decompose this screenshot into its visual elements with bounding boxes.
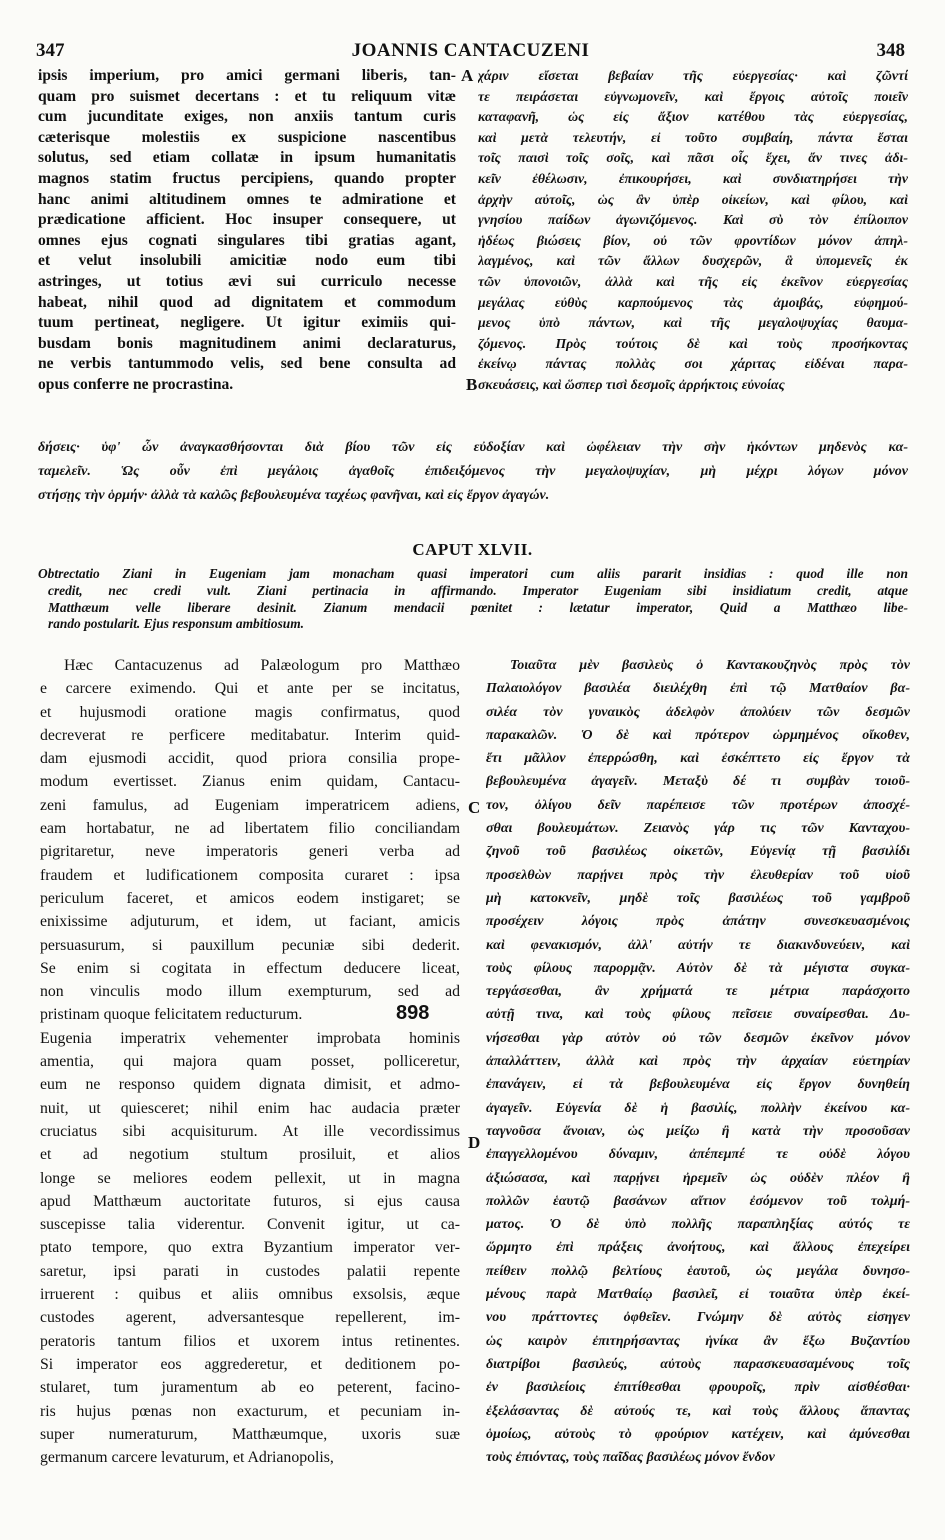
latin-main-line: cruciatus sibi acquisiturum. At ille vecordissimus xyxy=(40,1122,460,1140)
latin-main-line: fraudem et ludificationem composita curaret : ipsa xyxy=(40,866,460,884)
latin-main-line: dam ejusmodi accidit, quod priora consilia prope- xyxy=(40,750,460,768)
greek-main-line: ἐν βασιλείοις ἐπιτίθεσθαι φρουροῖς, πρὶν αἰσθέσθαι· xyxy=(486,1380,910,1396)
greek-top-line: ἡδέως βιώσεις βίον, οὐ τῶν φροντίδων μόνον ἀπηλ- xyxy=(478,232,908,248)
greek-main-line: προσέχειν λόγοις πρὸς ἀπάτην συνεσκευασμένοις xyxy=(486,914,910,930)
margin-marker-b: B xyxy=(466,375,478,394)
greek-top-line: γνησίου παίδων ἀγωνιζόμενος. Καὶ σὺ τὸν ἐπίλοιπον xyxy=(478,212,908,228)
greek-main-line: παρακαλῶν. Ὁ δὲ καὶ πρότερον ὡρμημένος οἴκοθεν, xyxy=(486,727,910,743)
greek-main-line: ταγνοῦσα ἄνοιαν, ὡς μείζω ἢ κατὰ τὴν προσοῦσαν xyxy=(486,1123,910,1139)
greek-main-line: τοὺς ἐπιόντας, τοὺς παῖδας βασιλέως μόνον ἔνδον xyxy=(486,1450,775,1466)
latin-main-line: periculum faceret, et amicos eodem instigaret; se xyxy=(40,889,460,907)
greek-top-line: κεῖν ἐθέλωσιν, ἐπικουρήσει, καὶ συνδιατηρήσει τὴν xyxy=(478,170,908,186)
latin-main-line: saretur, ipsi parati in custodes palatii repente xyxy=(40,1262,460,1280)
greek-main-line: ἀγαγεῖν. Εὐγενία δὲ ἡ βασιλίς, πολλὴν ἐκείνου κα- xyxy=(486,1100,910,1116)
latin-top-line: hanc animi altitudinem omnes te admiratione et xyxy=(38,190,456,208)
greek-top-line: ἀρχὴν αὐτοῖς, ὡς ἂν ὑπὲρ οἰκείων, καὶ φίλου, καὶ xyxy=(478,191,908,207)
greek-main-line: σθαι βουλευμάτων. Ζειανὸς γάρ τις τῶν Κανταχου- xyxy=(486,821,910,837)
latin-main-line: super numeraturum, Matthæumque, uxoris suæ xyxy=(40,1425,460,1443)
greek-main-line: ματος. Ὁ δὲ ὑπὸ πολλῆς παραπληξίας αὐτός τε xyxy=(486,1217,910,1233)
latin-top-line: astringes, ut totius ævi sui curriculo necesse xyxy=(38,272,456,290)
summary-line: rando postularit. Ejus responsum ambitiosum. xyxy=(48,616,304,632)
greek-top-line: τε πειράσεται εὐγνωμονεῖν, καὶ ἔργοις αὐτοῖς ποιεῖν xyxy=(478,88,908,104)
latin-main-line: Se enim si cogitata in effectum deducere liceat, xyxy=(40,959,460,977)
latin-top-line: ipsis imperium, pro amici germani liberis, tan- xyxy=(38,67,456,84)
latin-top-line: prædicatione afficient. Hoc insuper consequere, ut xyxy=(38,211,456,229)
page-number-left: 347 xyxy=(36,40,65,61)
greek-main-line: τεργάσεσθαι, ἂν χρήματά τε μέτρια παράσχοιτο xyxy=(486,984,910,1000)
summary-line: credit, nec credi vult. Ziani pertinacia in affirmando. Imperator Eugeniam sibi insidiatum credit, atque xyxy=(48,582,908,598)
greek-main-line: νου πράττοντες ὀφθεῖεν. Γνώμην δὲ αὐτὸς εἰσηγεν xyxy=(486,1310,910,1326)
margin-marker-a: A xyxy=(461,66,474,85)
latin-top-line: magnos statim fructus percipiens, quando propter xyxy=(38,169,456,187)
chapter-title: CAPUT XLVII. xyxy=(412,540,533,559)
latin-top-line: cæterisque molestiis ex suspicione nascentibus xyxy=(38,128,456,146)
greek-main-line: Τοιαῦτα μὲν βασιλεὺς ὁ Καντακουζηνὸς πρὸς τὸν xyxy=(510,658,910,673)
greek-main-line: βεβουλευμένα ἀγαγεῖν. Μεταξὺ δέ τι συμβὰν τοιοῦ- xyxy=(486,774,910,790)
running-header xyxy=(36,40,905,66)
greek-top-line: λαγμένος, καὶ τῶν ἄλλων δυσχερῶν, ἃ ὑπομενεῖς ἐκ xyxy=(478,253,908,269)
latin-main-line: suscepisse talia viderentur. Convenit igitur, ut ca- xyxy=(40,1216,460,1234)
greek-main-line: ἐπαγγελλομένου δύναμιν, ἀπέπεμπέ τε οὐδὲ λόγου xyxy=(486,1147,910,1163)
latin-main-line: peratoris tantum filios et uxorem intus retinentes. xyxy=(40,1332,460,1350)
greek-main-line: Παλαιολόγον βασιλέα διειλέχθη ἐπὶ τῷ Ματθαίον βα- xyxy=(486,681,910,697)
latin-main-line: et hujusmodi oratione magis confirmatus, quod xyxy=(40,703,460,721)
latin-main-line: enixissime adjuturum, et idem, ut faciant, amicis xyxy=(40,913,460,931)
latin-main-line: decreverat re perficere meditabatur. Interim quid- xyxy=(40,726,460,744)
greek-main-line: τοὺς φίλους παρορμᾷν. Αὐτὸν δὲ τὰ μέγιστα συγκα- xyxy=(486,960,910,976)
latin-main-line: pristinam quoque felicitatem reducturum. xyxy=(40,1006,303,1024)
margin-marker-c: C xyxy=(468,798,481,817)
latin-main-line: Eugenia imperatrix vehementer improbata hominis xyxy=(40,1029,460,1047)
greek-full-line: στήσῃς τὴν ὁρμήν· ἀλλὰ τὰ καλῶς βεβουλευμένα ταχέως φανῆναι, καὶ εἰς ἔργον ἀγαγών. xyxy=(38,488,550,503)
greek-main-line: τον, ὀλίγου δεῖν παρέπεισε τῶν προτέρων ἀποσχέ- xyxy=(486,797,910,813)
page-number-right: 348 xyxy=(876,40,905,61)
summary-line: Matthæum velle liberare desinit. Zianum mendacii pœnitet : lætatur imperator, Quid a Matthæo libe- xyxy=(48,599,908,615)
latin-top-line: cum jucunditate exiges, non anxiis tantum curis xyxy=(38,108,456,126)
greek-top-line: καὶ μετὰ τελευτήν, εἰ τοῦτο συμβαίη, πάντα ἔσται xyxy=(478,129,908,145)
greek-top-line: μεγάλας εὐθὺς καρπούμενος τὰς ἀμοιβάς, εὐφημού- xyxy=(478,294,908,310)
latin-main-line: Hæc Cantacuzenus ad Palæologum pro Matthæo xyxy=(64,657,460,674)
latin-main-line: eum ne responso quidem dignata dimisit, et admo- xyxy=(40,1076,460,1094)
greek-column-top xyxy=(478,66,908,396)
latin-main-line: nuit, ut quiesceret; nihil enim hac audacia præter xyxy=(40,1099,460,1117)
greek-full-line: δήσεις· ὑφ' ὧν ἀναγκασθήσονται διὰ βίου τῶν εἰς εὐδοξίαν καὶ ὠφέλειαν τὴν σὴν ἡκόντων μηδενὸς κα- xyxy=(38,440,908,455)
greek-top-line: τῶν ὑπονοιῶν, ἀλλὰ καὶ τῆς εἰς ἐκεῖνον εὐεργεσίας xyxy=(478,273,908,289)
latin-main-line: stularet, tum juramentum ab eo peterent, facino- xyxy=(40,1379,460,1397)
greek-main-line: αὐτῇ τινα, καὶ τοὺς φίλους πεῖσειε συναίρεσθαι. Δυ- xyxy=(486,1007,910,1023)
summary-line: Obtrectatio Ziani in Eugeniam jam monacham quasi imperatori cum aliis pararit insidias : quod ille non xyxy=(38,566,908,581)
margin-marker-d: D xyxy=(468,1133,481,1152)
greek-top-line: σκευάσεις, καὶ ὥσπερ τισὶ δεσμοῖς ἀρρήκτοις εὐνοίας xyxy=(478,376,785,392)
greek-main-line: πολλῶν ἑαυτῷ βασάνων αἴτιον ἐσόμενον τοῦ τολμή- xyxy=(486,1193,910,1209)
greek-main-line: ὥρμητο ἐπὶ πράξεις ἀνοήτους, καὶ ἄλλους ἐπεχείρει xyxy=(486,1240,910,1256)
greek-main-line: ζηνοῦ τοῦ βασιλέως οἰκετῶν, Εὐγενίᾳ τῇ βασιλίδι xyxy=(486,844,910,860)
latin-main-line: irruerent : quibus et aliis omnibus exsolsis, æque xyxy=(40,1286,460,1304)
greek-main-line: προσελθὼν παρῄνει πρὸς τὴν ἐλευθερίαν τοῦ υἱοῦ xyxy=(486,867,910,883)
greek-top-line: ζόμενος. Πρὸς τούτοις δὲ καὶ τοὺς προσήκοντας xyxy=(478,335,908,351)
latin-main-line: eam hortabatur, ne ad libertatem filio conciliandam xyxy=(40,820,460,838)
greek-full-line: ταμελεῖν. Ὡς οὖν ἐπὶ μεγάλοις ἀγαθοῖς ἐπιδειξόμενος τὴν μεγαλοψυχίαν, μὴ μέχρι λόγων μόνον xyxy=(38,464,908,479)
latin-main-line: zeni famulus, ad Eugeniam imperatricem adiens, xyxy=(40,796,460,814)
latin-top-line: tuum pertineat, negligere. Ut igitur eximiis qui- xyxy=(38,314,456,332)
latin-top-line: busdam bonis magnitudinem animi declaraturus, xyxy=(38,334,456,352)
running-title: JOANNIS CANTACUZENI xyxy=(351,40,590,61)
latin-main-line: et ad negotium stultum prosiluit, et alios xyxy=(40,1146,460,1164)
latin-main-line: custodes agerent, adversantesque repellerent, im- xyxy=(40,1309,460,1327)
latin-main-line: non vinculis modo illum exempturum, sed ad xyxy=(40,983,460,1001)
greek-main-line: ἀπαλλάττειν, ἀλλὰ καὶ πρὸς τὴν ἀρχαίαν εὐετηρίαν xyxy=(486,1054,910,1070)
latin-main-line: apud Matthæum auctoritate futuros, si ejus causa xyxy=(40,1192,460,1210)
greek-top-line: χάριν εἴσεται βεβαίαν τῆς εὐεργεσίας· καὶ ζῶντί xyxy=(478,68,908,83)
greek-main-line: πείθειν πολλῷ βελτίους ἑαυτοῦ, ὡς μεγάλα δυνησο- xyxy=(486,1263,910,1279)
column-number: 898 xyxy=(396,1002,430,1024)
greek-top-line: τοῖς παισὶ τοῖς σοῖς, καὶ πᾶσι οἷς ἔχει, ἄν τινες ἀδι- xyxy=(478,150,908,166)
greek-main-line: ἐπανάγειν, εἰ τὰ βεβουλευμένα εἰς ἔργον δυνηθείη xyxy=(486,1077,910,1093)
greek-top-line: ἐκείνῳ πάντας πολλὰς σοι χάριτας εἰδέναι παρα- xyxy=(478,356,908,372)
latin-main-line: ptato tempore, quo extra Byzantium imperator ver- xyxy=(40,1239,460,1257)
greek-main-line: νήσεσθαι γὰρ αὐτὸν οὐ τῶν δεσμῶν ἐκεῖνον μόνον xyxy=(486,1030,910,1046)
greek-main-line: ὁμοίως, αὐτοὺς τὸ φρούριον κατέχειν, καὶ ἀμύνεσθαι xyxy=(486,1426,910,1442)
latin-main-line: longe se meliores eodem pellexit, ut in magna xyxy=(40,1169,460,1187)
latin-main-line: amentia, qui majora quam posset, polliceretur, xyxy=(40,1053,460,1071)
greek-main-line: καὶ φενακισμόν, ἀλλ' αὐτήν τε διακινδυνεύειν, καὶ xyxy=(486,937,910,953)
latin-main-line: germanum carcere levaturum, et Adrianopolis, xyxy=(40,1449,334,1467)
latin-top-line: habeat, nihil quod ad dignitatem et commodum xyxy=(38,293,456,311)
greek-main-line: ἀξιώσασα, καὶ παρῄνει ἠρεμεῖν ὡς οὐδὲν πλέον ἢ xyxy=(486,1170,910,1186)
latin-top-line: omnes ejus cognati singulares tibi gratias agant, xyxy=(38,231,456,249)
latin-column-main xyxy=(40,654,460,1469)
greek-top-line: καταφανῆ, ὡς εἰς ἄξιον κατέθου τὰς εὐεργεσίας, xyxy=(478,109,908,125)
latin-top-line: ne verbis tantummodo velis, sed bene consulta ad xyxy=(38,355,456,373)
latin-main-line: modum evertisset. Zianus enim quidam, Cantacu- xyxy=(40,773,460,791)
latin-top-line: opus conferre ne procrastina. xyxy=(38,375,234,393)
greek-top-line: μενος ὑπὸ πάντων, καὶ τῆς μεγαλοψυχίας θαυμα- xyxy=(478,315,908,331)
latin-main-line: persuasurum, si pauxillum pecuniæ sibi dederit. xyxy=(40,936,460,954)
greek-main-line: ἐξελάσαντας δὲ αὐτούς τε, καὶ τοὺς ἄλλους ἅπαντας xyxy=(486,1403,910,1419)
greek-main-line: μὴ κατοκνεῖν, μηδὲ τοῖς βασιλέως τοῦ γαμβροῦ xyxy=(486,890,910,906)
greek-column-main xyxy=(486,654,910,1469)
latin-top-line: quam pro suismet decertans : et tu reliquum vitæ xyxy=(38,87,456,105)
greek-main-line: ὡς καιρὸν ἐπιτηρήσαντας ἡνίκα ἂν ἔξω Βυζαντίου xyxy=(486,1333,910,1349)
chapter-summary xyxy=(38,566,908,633)
latin-main-line: Si imperator eos aggrederetur, et deditionem po- xyxy=(40,1355,460,1373)
greek-fullwidth-passage xyxy=(38,436,908,508)
latin-main-line: e carcere eximendo. Qui et ante per se incitatus, xyxy=(40,680,460,698)
greek-main-line: ἔτι μᾶλλον ἐπερρώσθη, καὶ ἐσκέπτετο εἰς ἔργον τὰ xyxy=(486,751,910,767)
latin-main-line: pigritaretur, neve imperatoris generi verba ad xyxy=(40,843,460,861)
greek-main-line: μένους παρὰ Ματθαίῳ βασιλεῖ, εἰ τοιαῦτα ὑπὲρ ἐκεί- xyxy=(486,1287,910,1303)
latin-top-line: et velut insolubili amicitiæ nodo eum tibi xyxy=(38,252,456,270)
greek-main-line: διατρίβοι βασιλεύς, αὐτοὺς παρασκευασαμένους τοῖς xyxy=(486,1356,910,1372)
latin-main-line: ris hujus pœnas non exacturum, et pecuniam in- xyxy=(40,1402,460,1420)
latin-column-top xyxy=(38,66,456,396)
latin-top-line: solutus, sed etiam collatæ in ipsum humanitatis xyxy=(38,149,456,167)
greek-main-line: σιλέα τὸν γυναικὸς ἀδελφὸν ἀπολύειν τῶν δεσμῶν xyxy=(486,704,910,720)
